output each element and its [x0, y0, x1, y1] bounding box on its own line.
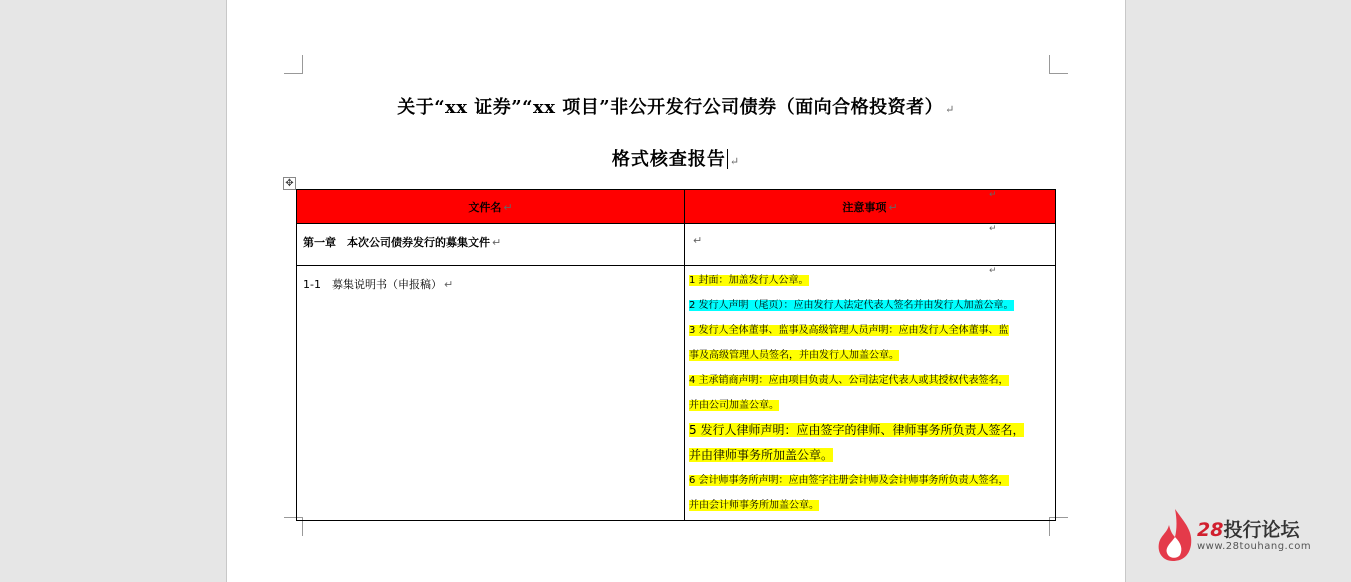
note-text: 1 封面：加盖发行人公章。: [689, 275, 809, 286]
table-row: [297, 224, 1056, 266]
document-page[interactable]: [226, 0, 1126, 582]
flame-icon: [1155, 507, 1195, 563]
note-line: [689, 493, 1051, 518]
note-text: 并由律师事务所加盖公章。: [689, 448, 834, 462]
note-text: 3 发行人全体董事、监事及高级管理人员声明：应由发行人全体董事、监: [689, 325, 1009, 336]
note-line: [689, 318, 1051, 343]
note-line: [689, 468, 1051, 493]
note-text: 5 发行人律师声明：应由签字的律师、律师事务所负责人签名，: [689, 423, 1025, 437]
table-row: [297, 266, 1056, 521]
notes-cell[interactable]: [685, 266, 1056, 521]
note-line: [689, 393, 1051, 418]
note-line: [689, 418, 1051, 443]
row-end-mark: ↵: [989, 190, 997, 200]
notes-list: [685, 266, 1055, 520]
review-table: [296, 189, 1056, 521]
note-text: 6 会计师事务所声明：应由签字注册会计师及会计师事务所负责人签名，: [689, 475, 1009, 486]
chapter-notes-cell[interactable]: ↵: [685, 224, 1056, 266]
note-line: [689, 443, 1051, 468]
header-file-name: 文件名 ↵: [297, 190, 685, 224]
document-title-line1: 关于“xx 证券”“xx 项目”非公开发行公司债券（面向合格投资者） ↵: [397, 97, 955, 118]
note-text: 4 主承销商声明：应由项目负责人、公司法定代表人或其授权代表签名，: [689, 375, 1009, 386]
note-line: [689, 293, 1051, 318]
forum-watermark-logo: 28投行论坛 www.28touhang.com: [1155, 505, 1335, 565]
note-line: [689, 268, 1051, 293]
table-header-row: [297, 190, 1056, 224]
note-text: 并由公司加盖公章。: [689, 400, 779, 411]
file-name-cell[interactable]: 1-1 募集说明书（申报稿） ↵: [297, 266, 685, 521]
chapter-cell[interactable]: 第一章 本次公司债券发行的募集文件 ↵: [297, 224, 685, 266]
note-line: [689, 368, 1051, 393]
note-text: 并由会计师事务所加盖公章。: [689, 500, 819, 511]
note-line: [689, 343, 1051, 368]
table-move-handle-icon[interactable]: ✥: [283, 177, 296, 190]
row-end-mark: ↵: [989, 266, 997, 276]
crop-mark-top-right: [1049, 55, 1068, 74]
note-text: 2 发行人声明（尾页）：应由发行人法定代表人签名并由发行人加盖公章。: [689, 300, 1014, 311]
header-notes: 注意事项 ↵: [685, 190, 1056, 224]
crop-mark-top-left: [284, 55, 303, 74]
document-title-line2: 格式核查报告 ↵: [611, 149, 741, 170]
note-text: 事及高级管理人员签名，并由发行人加盖公章。: [689, 350, 899, 361]
text-cursor: [727, 149, 728, 169]
row-end-mark: ↵: [989, 224, 997, 234]
